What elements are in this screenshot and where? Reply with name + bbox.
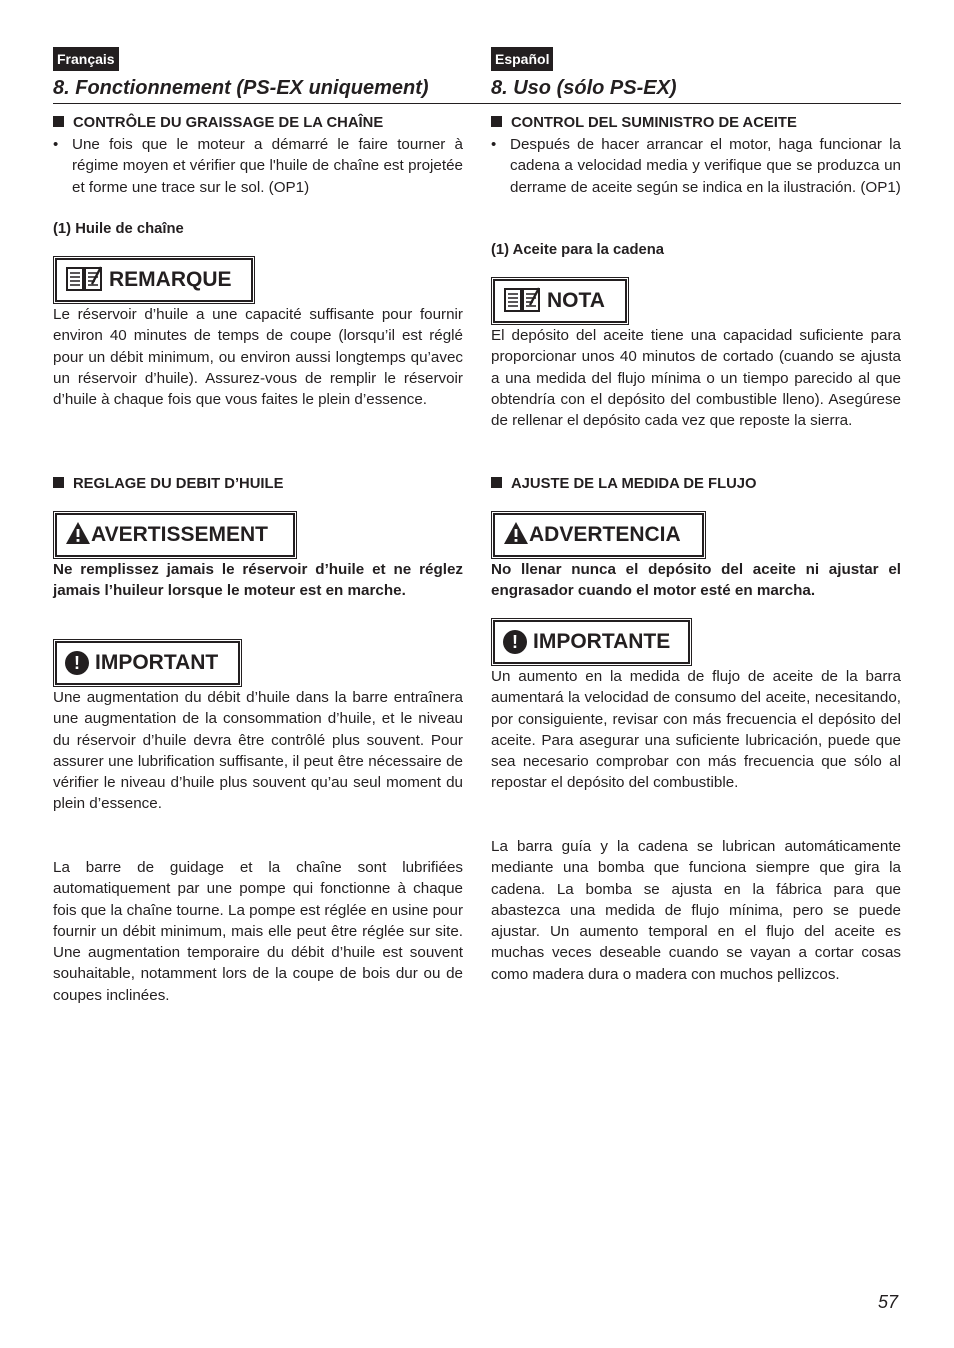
- warning-notice-es: [493, 513, 704, 557]
- caption-fr: (1) Huile de chaîne: [53, 221, 184, 237]
- remarque-notice: [55, 258, 253, 302]
- warning-notice-fr: [55, 513, 295, 557]
- spanish-column: [491, 47, 901, 983]
- important-label: IMPORTANTE: [533, 630, 671, 653]
- nota-notice: [493, 279, 627, 323]
- important-notice-fr: [55, 641, 240, 685]
- open-book-icon: [65, 264, 103, 297]
- exclamation-icon: !: [65, 651, 89, 675]
- important-text: Un aumento en la medida de flujo de aceite de la barra aumentará la velocidad de consumo del aceite, necesitando, por consiguiente, revisar con más frecuencia el depósito del aceite. Para asegurar una suficiente lubricación, puede que sea necesario comprobar con más frecuencia que sólo al repostar el depósito del combustible.: [491, 668, 901, 792]
- warning-text: Ne remplissez jamais le réservoir d’huile et ne réglez jamais l’huileur lorsque le moteur est en marche.: [53, 561, 463, 600]
- subheading-text: REGLAGE DU DEBIT D’HUILE: [73, 476, 284, 492]
- bullet-item-fr: [53, 134, 463, 198]
- bullet-item-es: [491, 134, 901, 198]
- subheading-oil-flow-fr: [53, 475, 283, 493]
- bullet-text: Une fois que le moteur a démarré le faire tourner à régime moyen et vérifier que l'huile de chaîne est projetée et forme une trace sur le sol. (OP1): [72, 136, 463, 196]
- important-label: IMPORTANT: [95, 651, 219, 674]
- bullet-text: Después de hacer arrancar el motor, haga funcionar la cadena a velocidad media y verifique que se produzca un derrame de aceite según se indica en la ilustración. (OP1): [510, 136, 901, 196]
- section-title-fr: 8. Fonctionnement (PS-EX uniquement): [53, 77, 429, 99]
- square-bullet-icon: [53, 477, 64, 488]
- subheading-text: AJUSTE DE LA MEDIDA DE FLUJO: [511, 476, 757, 492]
- subheading-flow-adjust-es: [491, 475, 757, 493]
- important-notice-es: [493, 620, 690, 664]
- important-text: Une augmentation du débit d’huile dans la barre entraînera une augmentation de la consommation d’huile, et le niveau du réservoir d’huile devra être contrôlé plus souvent. Pour assurer une lubrification suffisante, il peut être nécessaire de vérifier le niveau d’huile plus souvent qu’au seul moment du plein d’essence.: [53, 689, 463, 813]
- warning-triangle-icon: [503, 521, 529, 550]
- french-column: [53, 47, 463, 1004]
- nota-text: El depósito del aceite tiene una capacidad suficiente para proporcionar unos 40 minutos de cortado (cuando se ajusta a una medida del flujo mínima o un tiempo parecido al que obtendría con el depósito del combustible lleno). Asegúrese de rellenar el depósito cada vez que reposte la sierra.: [491, 327, 901, 430]
- remarque-text: Le réservoir d’huile a une capacité suffisante pour fournir environ 40 minutes de temps de coupe (lorsqu’il est réglé pour un débit minimum, ou environ aussi longtemps qu’avec un réservoir d’huile). Assurez-vous de remplir le réservoir d’huile à chaque fois que vous faites le plein d’essence.: [53, 306, 463, 409]
- subheading-text: CONTROL DEL SUMINISTRO DE ACEITE: [511, 115, 797, 131]
- square-bullet-icon: [491, 116, 502, 127]
- nota-label: NOTA: [547, 289, 605, 312]
- warning-label: ADVERTENCIA: [529, 523, 681, 546]
- warning-text: No llenar nunca el depósito del aceite ni ajustar el engrasador cuando el motor esté en marcha.: [491, 561, 901, 600]
- square-bullet-icon: [491, 477, 502, 488]
- square-bullet-icon: [53, 116, 64, 127]
- exclamation-icon: !: [503, 630, 527, 654]
- page-number: 57: [878, 1292, 899, 1312]
- bullet-dot: •: [491, 136, 497, 153]
- paragraph-lubrication-es: La barra guía y la cadena se lubrican automáticamente mediante una bomba que funciona siempre que gira la cadena. La bomba se ajusta en la fábrica para que abastezca una medida de flujo mínima, pero se puede ajustar. Un aumento temporal en el flujo del aceite es muchas veces deseable cuando se vayan a cortar cosas como madera dura o madera con muchos pellizcos.: [491, 838, 901, 983]
- subheading-oil-supply-es: [491, 114, 797, 132]
- caption-es: (1) Aceite para la cadena: [491, 242, 664, 258]
- subheading-text: CONTRÔLE DU GRAISSAGE DE LA CHAÎNE: [73, 115, 384, 131]
- paragraph-lubrication-fr: La barre de guidage et la chaîne sont lubrifiées automatiquement par une pompe qui fonctionne à chaque fois que la chaîne tourne. La pompe est réglée en usine pour fournir un débit minimum, mais elle peut être réglée sur site. Une augmentation temporaire du débit d’huile est souvent souhaitable, notamment lors de la coupe de bois dur ou de coupes inclinées.: [53, 859, 463, 1004]
- section-title-es: 8. Uso (sólo PS-EX): [491, 77, 677, 99]
- remarque-label: REMARQUE: [109, 268, 232, 291]
- bullet-dot: •: [53, 136, 59, 153]
- warning-label: AVERTISSEMENT: [91, 523, 268, 546]
- language-tab-fr: Français: [53, 47, 119, 71]
- language-tab-es: Español: [491, 47, 553, 71]
- subheading-chain-lubrication-fr: [53, 114, 383, 132]
- open-book-icon: [503, 285, 541, 318]
- warning-triangle-icon: [65, 521, 91, 550]
- header-rule: [53, 103, 901, 104]
